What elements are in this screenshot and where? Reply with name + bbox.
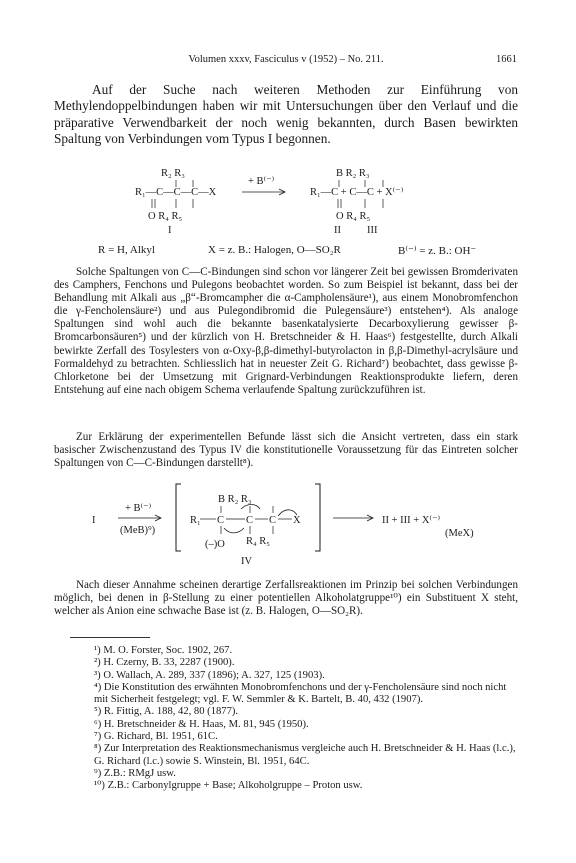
footnote-1: ¹) M. O. Forster, Soc. 1902, 267. — [94, 645, 233, 656]
footnote-4: ⁴) Die Konstitution des erwähnten Monobromfenchons und der γ-Fencholensäure sind noch nicht mit Sicherheit festgelegt; vgl. F. W. Semmler & K. Bartelt, B. 40, 432 (1907). — [94, 681, 507, 706]
footnote-3: ³) O. Wallach, A. 289, 337 (1896); A. 327, 125 (1903). — [94, 669, 325, 681]
scheme1-right-top: B R₂ R₃ — [336, 168, 370, 179]
paragraph-3: Zur Erklärung der experimentellen Befunde lässt sich die Ansicht vertreten, dass ein stark basischer Zwischenzustand des Typus IV die konstitutionelle Voraussetzung für das Eintreten solcher Spaltungen von C—C-Bindungen darstellt⁸). — [54, 431, 518, 470]
footnote-6: ⁶) H. Bretschneider & H. Haas, M. 81, 945 (1950). — [94, 718, 309, 730]
footnote-5: ⁵) R. Fittig, A. 188, 42, 80 (1877). — [94, 706, 239, 718]
scheme1-top-labels: R₂ R₃ — [161, 168, 185, 179]
compound-label-I: I — [168, 225, 172, 236]
bracket-right — [315, 484, 320, 551]
compound-label-III: III — [367, 225, 378, 236]
scheme2-r1: R₁ — [190, 515, 201, 526]
footnote-10: ¹⁰) Z.B.: Carbonylgruppe + Base; Alkoholgruppe – Proton usw. — [94, 780, 363, 792]
svg-text:C: C — [269, 515, 277, 526]
footnote-rule — [70, 637, 150, 638]
intro-paragraph: Auf der Suche nach weiteren Methoden zur Einführung von Methylendoppelbindungen haben wir mit Untersuchungen über den Verlauf und die präparative Verwendbarkeit der noch wenig bekannten, durch Basen bewirkten Spaltung von Verbindungen vom Typus I begonnen. — [54, 82, 518, 147]
svg-text:C: C — [217, 515, 225, 526]
scheme2-start: I — [92, 515, 96, 526]
scheme2-oxide: (–)O — [205, 539, 225, 550]
compound-label-II: II — [334, 225, 341, 236]
scheme2-reagent-note: (MeB)⁹) — [120, 525, 156, 536]
intermediate-label-IV: IV — [241, 556, 253, 567]
scheme1-left-chain: R₁—C—C—C—X — [135, 187, 217, 198]
scheme2-top: B R₂ R₃ — [218, 494, 252, 505]
footnote-2: ²) H. Czerny, B. 33, 2287 (1900). — [94, 657, 235, 669]
scheme2-bottom: R₄ R₅ — [246, 536, 270, 547]
journal-reference: Volumen xxxv, Fasciculus v (1952) – No. 211. — [188, 54, 384, 65]
paragraph-4: Nach dieser Annahme scheinen derartige Zerfallsreaktionen im Prinzip bei solchen Verbindungen möglich, bei denen in β-Stellung zu einer potentiellen Alkoholatgruppe¹⁰) ein Substituent X steht, welcher als Anion eine schwache Base ist (z. B. Halogen, O—SO₂R). — [54, 579, 518, 618]
scheme2-reagent: + B⁽⁻⁾ — [125, 503, 152, 514]
footnote-9: ⁹) Z.B.: RMgJ usw. — [94, 767, 176, 779]
scheme2-products: II + III + X⁽⁻⁾ — [382, 515, 441, 526]
bracket-left — [176, 484, 181, 551]
scheme1-bottom-labels: O R₄ R₅ — [148, 211, 183, 222]
svg-text:C: C — [246, 515, 254, 526]
legend-x: X = z. B.: Halogen, O—SO₂R — [208, 244, 341, 256]
footnote-8: ⁸) Zur Interpretation des Reaktionsmechanismus vergleiche auch H. Bretschneider & H. Haas (l.c.), G. Richard (l.c.) sowie S. Winstein, Bl. 1951, 64C. — [94, 743, 516, 767]
scheme1-reagent: + B⁽⁻⁾ — [248, 176, 275, 187]
paragraph-2: Solche Spaltungen von C—C-Bindungen sind schon vor längerer Zeit bei gewissen Bromderivaten des Camphers, Fenchons und Pulegons beobachtet worden. So zum Beispiel ist bekannt, dass bei der Behandlung mit Alkali aus „β“-Bromcampher die α-Campholensäure¹), aus einem Monobromfenchon die γ-Fencholensäure²) und aus Pulegondibromid die Pulegensäure³) entstehen⁴). Als analoge Spaltungen sind wohl auch die bekannte basenkatalysierte Decarboxylierung gewisser β-Bromcarbonsäuren⁵) und der kürzlich von H. Bretschneider & H. Haas⁶) festgestellte, durch Alkali bewirkte Zerfall des Tosylesters von α-Oxy-β,β-dimethyl-butyrolacton in β,β-Dimethyl-acrylsäure und Formaldehyd zu betrachten. Schliesslich hat in neuester Zeit G. Richard⁷) beobachtet, dass gewisse β-Chlorketone bei der Umsetzung mit Grignard-Verbindungen Reaktionsprodukte liefern, deren Entstehung auf eine nach obigem Schema verlaufende Spaltung zurückzuführen ist. — [54, 266, 518, 396]
scheme1-right-bottom: O R₄ R₅ — [336, 211, 371, 222]
footnote-7: ⁷) G. Richard, Bl. 1951, 61C. — [94, 731, 218, 743]
scheme2-x: X — [293, 515, 301, 526]
scheme1-right-chain: R₁—C + C—C + X⁽⁻⁾ — [310, 187, 404, 198]
footnotes — [54, 645, 518, 793]
scheme2-products-note: (MeX) — [445, 528, 474, 539]
electron-shift-arrow-1 — [224, 528, 244, 533]
electron-shift-arrow-2 — [241, 505, 260, 510]
page-number: 1661 — [496, 54, 517, 65]
legend-b: B⁽⁻⁾ = z. B.: OH⁻ — [398, 245, 477, 257]
legend-r: R = H, Alkyl — [98, 244, 155, 256]
